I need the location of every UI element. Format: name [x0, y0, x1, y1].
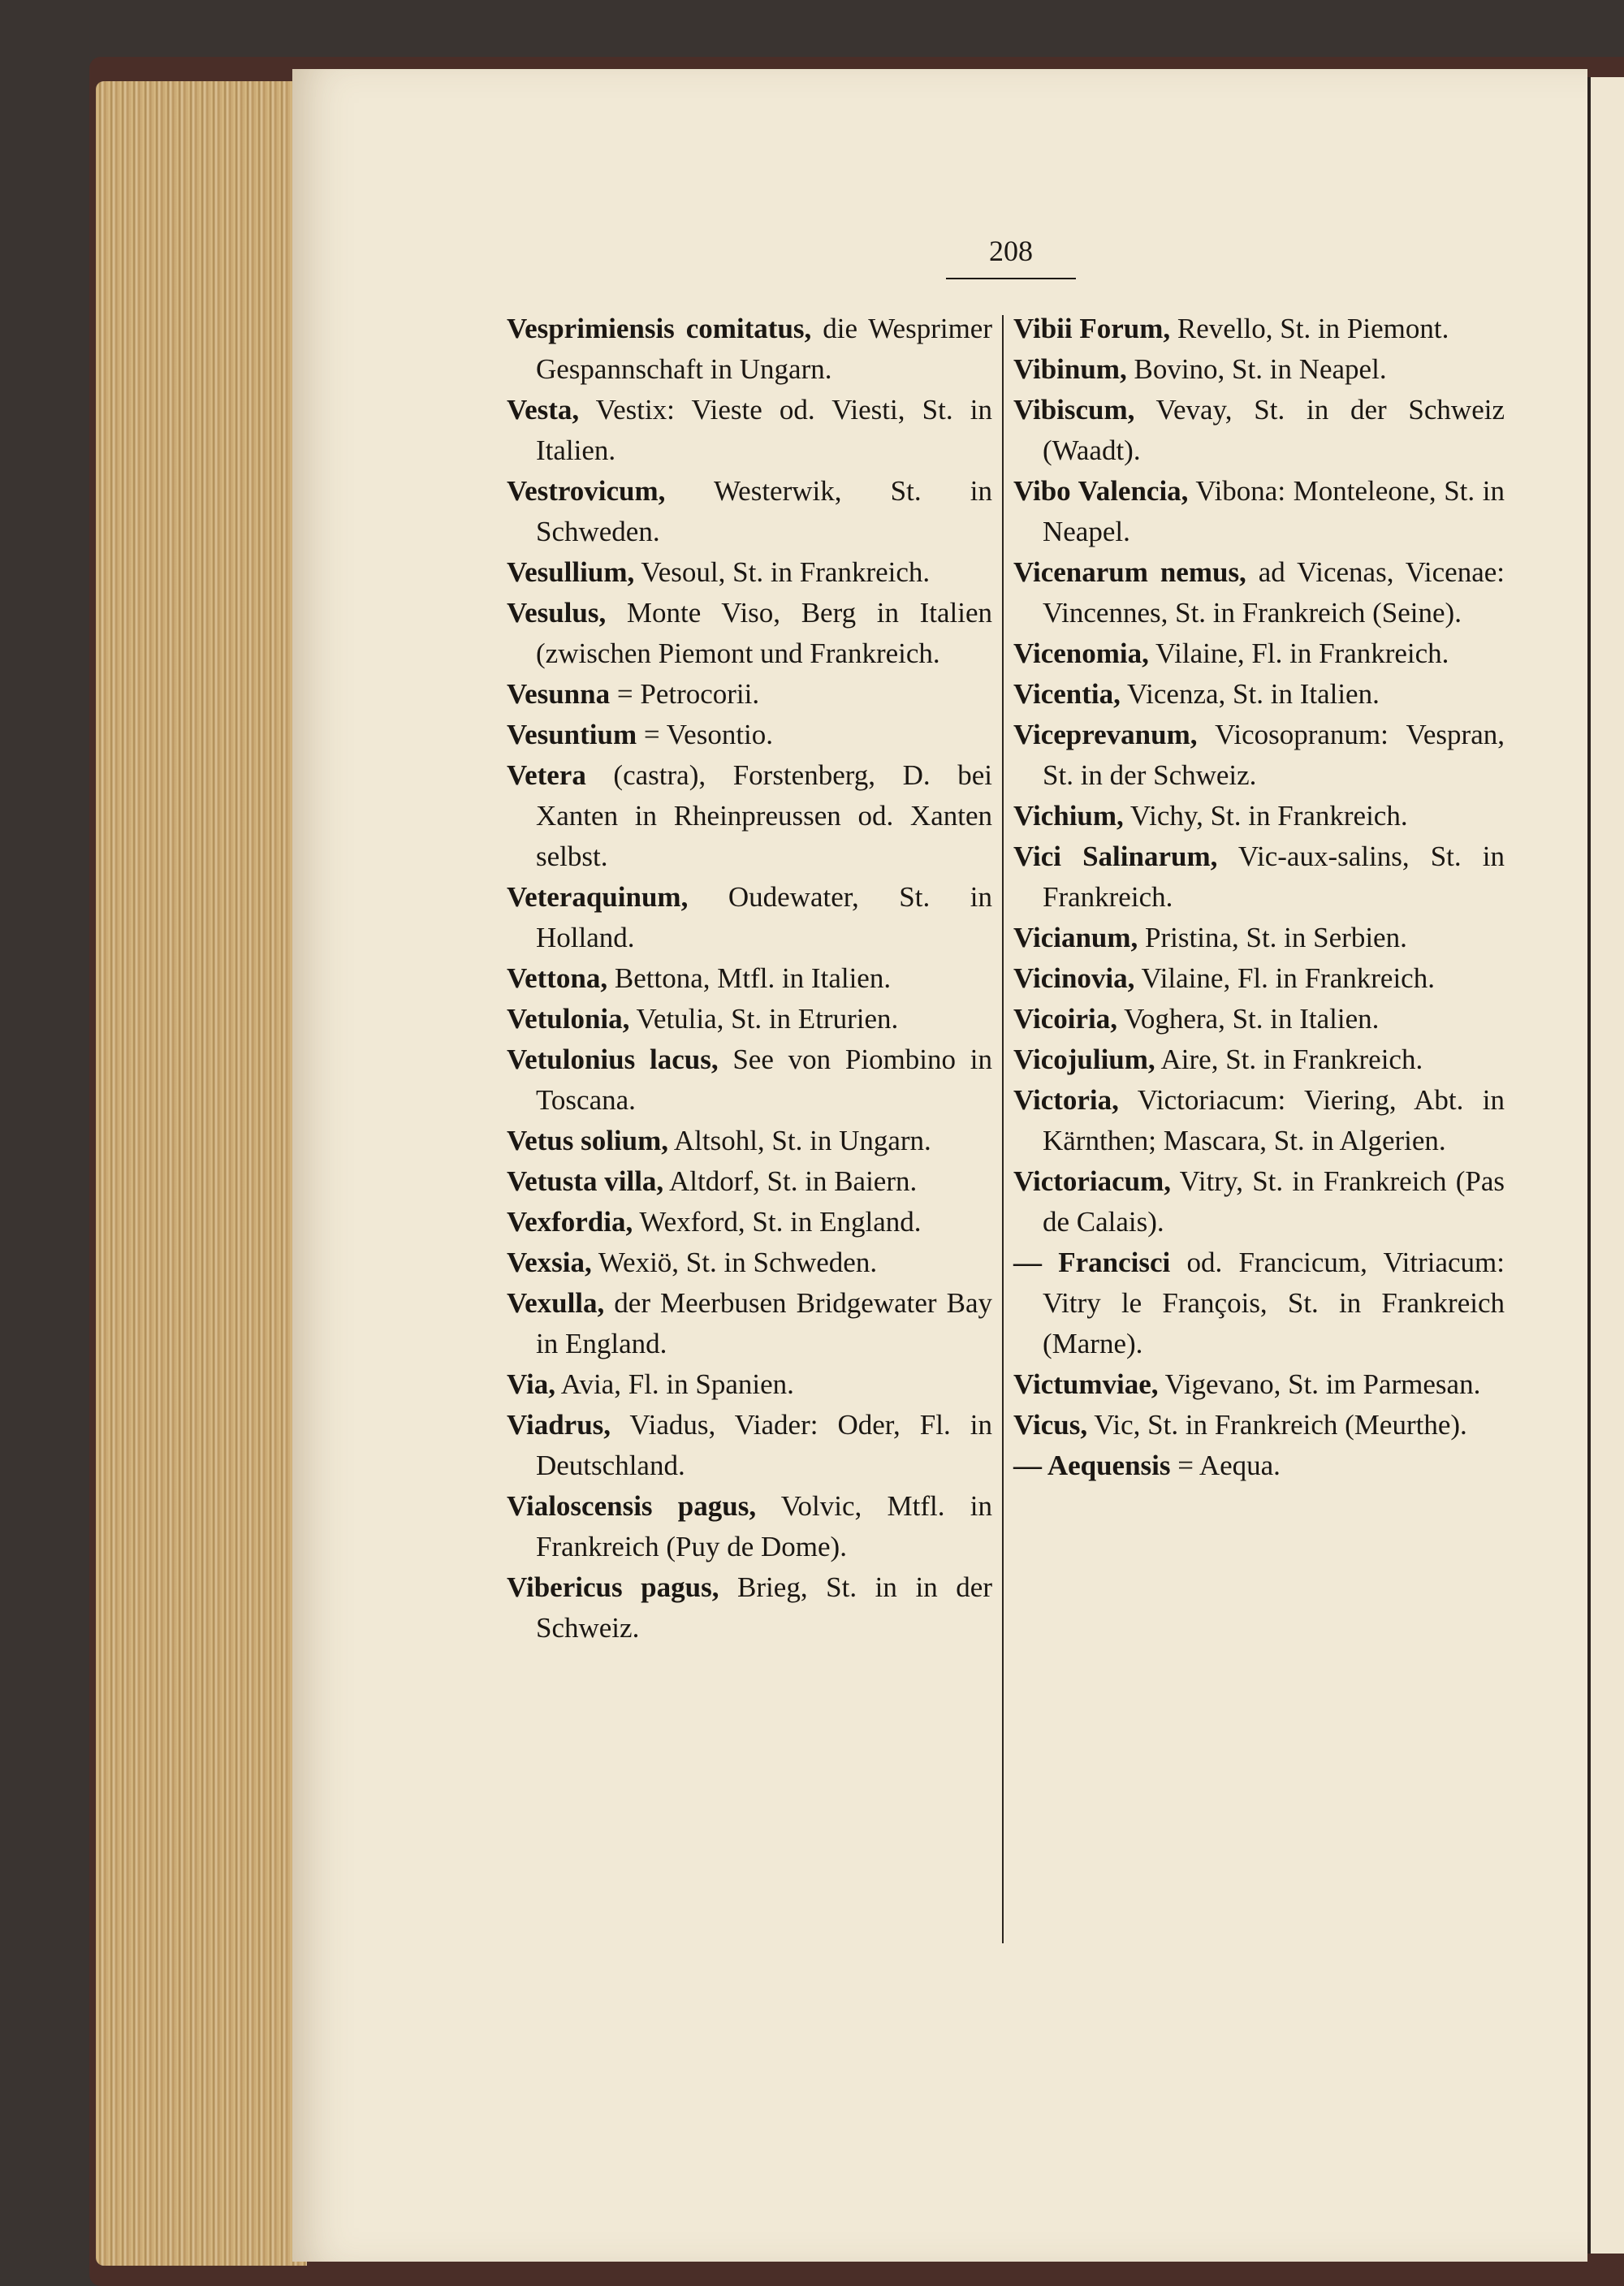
- entry-text: Vesoul, St. in Frankreich.: [634, 556, 931, 588]
- entry-headword: Vibo Valencia,: [1013, 475, 1189, 507]
- dictionary-entry: [507, 674, 992, 715]
- right-column: [1013, 309, 1505, 1486]
- entry-text: Aire, St. in Frankreich.: [1155, 1044, 1423, 1075]
- entry-text: Vetulia, St. in Etrurien.: [629, 1003, 899, 1035]
- entry-headword: — Francisci: [1013, 1247, 1171, 1278]
- entry-text: Volvic, Mtfl. in Frankreich (Puy de Dome).: [536, 1490, 992, 1562]
- dictionary-entry: [507, 1039, 992, 1121]
- dictionary-entry: [1013, 918, 1505, 958]
- dictionary-entry: [507, 1405, 992, 1486]
- entry-headword: Vexfordia,: [507, 1206, 633, 1238]
- entry-headword: Vicentia,: [1013, 678, 1121, 710]
- entry-text: Vic, St. in Frankreich (Meurthe).: [1087, 1409, 1467, 1441]
- dictionary-entry: [507, 1242, 992, 1283]
- entry-text: ad Vicenas, Vicenae: Vincennes, St. in Frankreich (Seine).: [1043, 556, 1505, 629]
- entry-headword: Vexsia,: [507, 1247, 592, 1278]
- entry-headword: Vici Salinarum,: [1013, 841, 1218, 872]
- entry-text: Voghera, St. in Italien.: [1116, 1003, 1380, 1035]
- entry-text: Vilaine, Fl. in Frankreich.: [1134, 962, 1435, 994]
- entry-headword: Victoria,: [1013, 1084, 1119, 1116]
- dictionary-entry: [507, 1567, 992, 1649]
- entry-headword: Vibinum,: [1013, 353, 1127, 385]
- dictionary-entry: [1013, 836, 1505, 918]
- entry-headword: Victoriacum,: [1013, 1165, 1172, 1197]
- dictionary-entry: [507, 390, 992, 471]
- entry-headword: Vicenarum nemus,: [1013, 556, 1246, 588]
- left-column: [507, 309, 992, 1649]
- dictionary-entry: [1013, 1445, 1505, 1486]
- facing-page-edge: [1587, 77, 1624, 2254]
- entry-headword: Vetusta villa,: [507, 1165, 664, 1197]
- dictionary-entry: [1013, 999, 1505, 1039]
- entry-headword: Vibii Forum,: [1013, 313, 1171, 344]
- dictionary-entry: [1013, 796, 1505, 836]
- entry-text: Victoriacum: Viering, Abt. in Kärnthen; Mascara, St. in Algerien.: [1043, 1084, 1505, 1156]
- entry-headword: Via,: [507, 1368, 555, 1400]
- entry-text: Vibona: Monteleone, St. in Neapel.: [1043, 475, 1505, 547]
- dictionary-entry: [1013, 471, 1505, 552]
- entry-text: Bovino, St. in Neapel.: [1126, 353, 1387, 385]
- entry-headword: Vetus solium,: [507, 1125, 669, 1156]
- entry-headword: Vesuntium: [507, 719, 637, 750]
- page-edges: [96, 81, 307, 2266]
- entry-text: die Wesprimer Gespannschaft in Ungarn.: [536, 313, 992, 385]
- page-number-rule: [946, 278, 1076, 279]
- dictionary-entry: [507, 1486, 992, 1567]
- entry-headword: Vetera: [507, 759, 586, 791]
- dictionary-entry: [1013, 1039, 1505, 1080]
- entry-headword: — Aequensis: [1013, 1450, 1171, 1481]
- dictionary-entry: [507, 715, 992, 755]
- entry-headword: Vicianum,: [1013, 922, 1138, 953]
- entry-text: Wexford, St. in England.: [633, 1206, 922, 1238]
- entry-text: Vichy, St. in Frankreich.: [1123, 800, 1408, 832]
- entry-headword: Vesta,: [507, 394, 580, 426]
- dictionary-entry: [507, 1161, 992, 1202]
- entry-text: Viadus, Viader: Oder, Fl. in Deutschland.: [536, 1409, 992, 1481]
- entry-text: Avia, Fl. in Spanien.: [555, 1368, 794, 1400]
- entry-text: = Vesontio.: [637, 719, 774, 750]
- entry-text: Vigevano, St. im Parmesan.: [1158, 1368, 1481, 1400]
- dictionary-entry: [1013, 309, 1505, 349]
- dictionary-entry: [507, 877, 992, 958]
- dictionary-entry: [507, 471, 992, 552]
- dictionary-entry: [1013, 633, 1505, 674]
- entry-text: Vevay, St. in der Schweiz (Waadt).: [1043, 394, 1505, 466]
- entry-text: See von Piombino in Toscana.: [536, 1044, 992, 1116]
- dictionary-entry: [1013, 1405, 1505, 1445]
- entry-headword: Vetulonius lacus,: [507, 1044, 719, 1075]
- entry-headword: Vesunna: [507, 678, 611, 710]
- dictionary-entry: [1013, 552, 1505, 633]
- entry-headword: Vexulla,: [507, 1287, 605, 1319]
- dictionary-entry: [1013, 1364, 1505, 1405]
- entry-text: = Petrocorii.: [610, 678, 760, 710]
- entry-headword: Vestrovicum,: [507, 475, 666, 507]
- dictionary-entry: [1013, 1242, 1505, 1364]
- entry-headword: Vicenomia,: [1013, 637, 1149, 669]
- entry-text: Monte Viso, Berg in Italien (zwischen Piemont und Frankreich.: [536, 597, 992, 669]
- entry-headword: Vicus,: [1013, 1409, 1088, 1441]
- dictionary-entry: [507, 1364, 992, 1405]
- dictionary-entry: [1013, 715, 1505, 796]
- dictionary-entry: [507, 1202, 992, 1242]
- entry-text: Altsohl, St. in Ungarn.: [668, 1125, 931, 1156]
- entry-headword: Veteraquinum,: [507, 881, 689, 913]
- entry-headword: Vicoiria,: [1013, 1003, 1117, 1035]
- entry-text: (castra), Forstenberg, D. bei Xanten in Rheinpreussen od. Xanten selbst.: [536, 759, 992, 872]
- entry-headword: Vichium,: [1013, 800, 1124, 832]
- entry-headword: Vesprimiensis comitatus,: [507, 313, 812, 344]
- entry-text: Vilaine, Fl. in Frankreich.: [1148, 637, 1449, 669]
- entry-headword: Viceprevanum,: [1013, 719, 1198, 750]
- entry-headword: Vesulus,: [507, 597, 607, 629]
- entry-headword: Victumviae,: [1013, 1368, 1159, 1400]
- entry-headword: Vetulonia,: [507, 1003, 630, 1035]
- page-number: 208: [989, 235, 1033, 267]
- entry-text: Pristina, St. in Serbien.: [1138, 922, 1407, 953]
- entry-text: Vestix: Vieste od. Viesti, St. in Italien.: [536, 394, 992, 466]
- dictionary-entry: [507, 1121, 992, 1161]
- entry-headword: Vicinovia,: [1013, 962, 1135, 994]
- entry-headword: Vesullium,: [507, 556, 635, 588]
- entry-text: Vitry, St. in Frankreich (Pas de Calais).: [1043, 1165, 1505, 1238]
- dictionary-entry: [507, 552, 992, 593]
- entry-text: Oudewater, St. in Holland.: [536, 881, 992, 953]
- entry-headword: Vettona,: [507, 962, 608, 994]
- dictionary-entry: [507, 309, 992, 390]
- entry-headword: Vibericus pagus,: [507, 1571, 719, 1603]
- entry-text: Vic-aux-salins, St. in Frankreich.: [1043, 841, 1505, 913]
- entry-text: Vicenza, St. in Italien.: [1120, 678, 1380, 710]
- dictionary-entry: [507, 999, 992, 1039]
- entry-text: Brieg, St. in in der Schweiz.: [536, 1571, 992, 1644]
- entry-text: Revello, St. in Piemont.: [1170, 313, 1449, 344]
- dictionary-entry: [1013, 1080, 1505, 1161]
- entry-text: = Aequa.: [1170, 1450, 1281, 1481]
- dictionary-entry: [507, 755, 992, 877]
- dictionary-entry: [1013, 958, 1505, 999]
- entry-text: od. Francicum, Vitriacum: Vitry le François, St. in Frankreich (Marne).: [1043, 1247, 1505, 1359]
- column-divider: [1002, 315, 1004, 1943]
- entry-text: Bettona, Mtfl. in Italien.: [607, 962, 892, 994]
- dictionary-entry: [1013, 349, 1505, 390]
- entry-headword: Vialoscensis pagus,: [507, 1490, 757, 1522]
- dictionary-entry: [507, 958, 992, 999]
- entry-headword: Viadrus,: [507, 1409, 611, 1441]
- entry-headword: Vicojulium,: [1013, 1044, 1155, 1075]
- entry-text: der Meerbusen Bridgewater Bay in England.: [536, 1287, 992, 1359]
- entry-text: Wexiö, St. in Schweden.: [591, 1247, 878, 1278]
- dictionary-entry: [507, 1283, 992, 1364]
- dictionary-entry: [1013, 674, 1505, 715]
- dictionary-entry: [1013, 1161, 1505, 1242]
- dictionary-entry: [507, 593, 992, 674]
- dictionary-entry: [1013, 390, 1505, 471]
- entry-headword: Vibiscum,: [1013, 394, 1135, 426]
- entry-text: Vicosopranum: Vespran, St. in der Schweiz.: [1043, 719, 1505, 791]
- entry-text: Altdorf, St. in Baiern.: [663, 1165, 918, 1197]
- entry-text: Westerwik, St. in Schweden.: [536, 475, 992, 547]
